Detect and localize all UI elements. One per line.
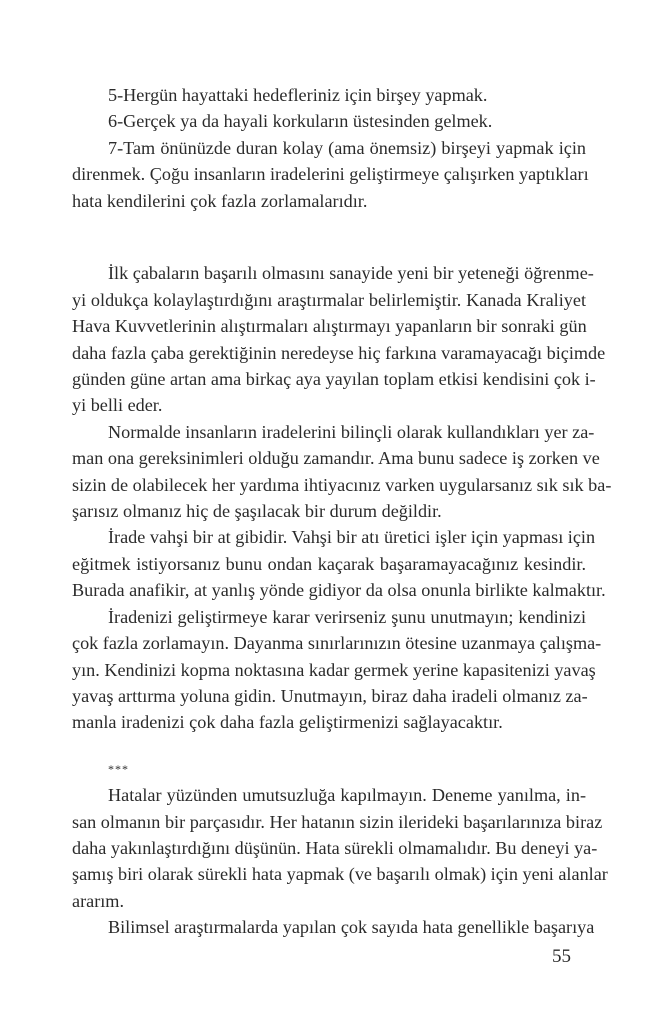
text-line: yi belli eder. <box>72 395 163 416</box>
text-line: sizin de olabilecek her yardıma ihtiyacınız varken uygularsanız sık sık ba- <box>72 474 612 495</box>
book-page-body <box>72 82 612 941</box>
text-line: yi oldukça kolaylaştırdığını araştırmalar belirlemiştir. Kanada Kraliyet <box>72 289 586 310</box>
paragraph-normally <box>72 419 612 525</box>
text-line: yavaş arttırma yoluna gidin. Unutmayın, biraz daha iradeli olmanız za- <box>72 685 588 706</box>
text-line: Bilimsel araştırmalarda yapılan çok sayıda hata genellikle başarıya <box>108 917 595 938</box>
text-line: daha fazla çaba gerektiğinin neredeyse hiç farkına varamayacağı biçimde <box>72 342 606 363</box>
text-line: İradenizi geliştirmeye karar verirseniz şunu unutmayın; kendinizi <box>108 606 586 627</box>
text-line: şamış biri olarak sürekli hata yapmak (ve başarılı olmak) için yeni alanlar <box>72 864 608 885</box>
text-line: 5-Hergün hayattaki hedefleriniz için birşey yapmak. <box>108 85 488 105</box>
paragraph-wild-horse <box>72 524 606 603</box>
text-line: çok fazla zorlamayın. Dayanma sınırlarınızın ötesine uzanmaya çalışma- <box>72 633 602 654</box>
list-item-6 <box>72 108 586 134</box>
text-line: eğitmek istiyorsanız bunu ondan kaçarak başaramayacağınız kesindir. <box>72 553 586 574</box>
text-line: manla iradenizi çok daha fazla geliştirmenizi sağlayacaktır. <box>72 712 503 733</box>
paragraph-mistakes <box>72 782 608 914</box>
text-line: Hava Kuvvetlerinin alıştırmaları alıştırmayı yapanların bir sonraki gün <box>72 316 587 337</box>
paragraph-develop-will <box>72 604 602 736</box>
text-line: ararım. <box>72 890 125 911</box>
text-line: direnmek. Çoğu insanların iradelerini geliştirmeye çalışırken yaptıkları <box>72 164 589 185</box>
paragraph-scientific-research <box>72 914 595 940</box>
text-line: İlk çabaların başarılı olmasını sanayide yeni bir yeteneği öğrenme- <box>108 263 594 284</box>
text-line: İrade vahşi bir at gibidir. Vahşi bir atı üretici işler için yapması için <box>108 527 596 548</box>
text-line: Burada anafikir, at yanlış yönde gidiyor da olsa onunla birlikte kalmaktır. <box>72 580 606 601</box>
text-line: Normalde insanların iradelerini bilinçli olarak kullandıkları yer za- <box>108 421 595 442</box>
text-line: Hatalar yüzünden umutsuzluğa kapılmayın. Deneme yanılma, in- <box>108 785 586 806</box>
paragraph-gap <box>72 214 586 240</box>
text-line: şarısız olmanız hiç de şaşılacak bir durum değildir. <box>72 501 442 522</box>
text-line: günden güne artan ama birkaç aya yayılan toplam etkisi kendisini çok i- <box>72 369 596 390</box>
text-line: 6-Gerçek ya da hayali korkuların üstesinden gelmek. <box>108 111 493 132</box>
text-line: hata kendilerini çok fazla zorlamalarıdır. <box>72 190 368 211</box>
page-number: 55 <box>552 946 571 967</box>
paragraph-gap <box>72 240 586 260</box>
paragraph-first-efforts <box>72 260 606 418</box>
text-line: yın. Kendinizi kopma noktasına kadar germek yerine kapasitenizi yavaş <box>72 659 596 680</box>
paragraph-gap <box>72 736 586 756</box>
text-line: san olmanın bir parçasıdır. Her hatanın sizin ilerideki başarılarınıza biraz <box>72 811 603 832</box>
list-item-5 <box>72 82 586 108</box>
section-separator: *** <box>108 761 129 776</box>
text-line: daha yakınlaştırdığını düşünün. Hata sürekli olmamalıdır. Bu deneyi ya- <box>72 837 598 858</box>
list-item-7 <box>72 135 589 214</box>
text-line: man ona gereksinimleri olduğu zamandır. Ama bunu sadece iş zorken ve <box>72 448 600 469</box>
text-line: 7-Tam önünüzde duran kolay (ama önemsiz) birşeyi yapmak için <box>108 137 586 158</box>
